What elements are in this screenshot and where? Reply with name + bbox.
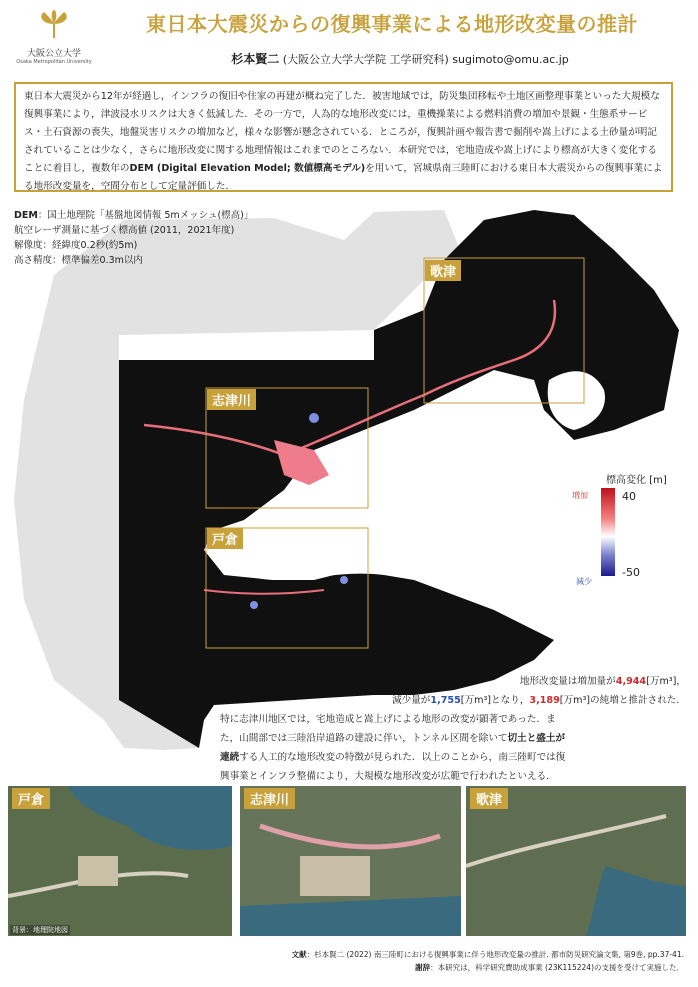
colorbar-increase-label: 増加 [572, 491, 588, 500]
abstract-bold: DEM (Digital Elevation Model; 数値標高モデル) [129, 163, 366, 174]
university-logo [14, 10, 94, 65]
results-l1a: 地形改変量は増加量が [519, 676, 616, 687]
dem-label: DEM [14, 210, 38, 221]
poster-title: 東日本大震災からの復興事業による地形改変量の推計 [146, 12, 638, 36]
results-l5a: 連続 [220, 752, 240, 763]
results-l2a: 減少量が [392, 695, 431, 706]
results-l4a: た，山間部では三陸沿岸道路の建設に伴い，トンネル区間を除いて [220, 733, 508, 744]
results-l4b: 切土と盛土が [507, 733, 566, 744]
ack-text: ：本研究は，科学研究費助成事業 (23K11522​4)の支援を受けて実施した． [430, 963, 684, 972]
cut-area-1 [309, 413, 319, 423]
results-l2e: [万m³]の純増と推計された． [559, 695, 686, 706]
author-name: 杉本賢二 [231, 52, 280, 66]
ref-text: ：杉本賢二 (2022) 南三陸町における復興事業に伴う地形改変量の推計. 都市防災研究論文集, 第9巻, pp.37-41. [306, 950, 684, 959]
photo-label-shizugawa: 志津川 [244, 788, 295, 809]
ack-label: 謝辞 [415, 963, 431, 972]
photo-label-tokura: 戸倉 [12, 788, 50, 809]
net-value: 3,189 [529, 695, 560, 706]
author-line [120, 50, 680, 67]
dem-line-3: 解像度：経緯度0.2秒(約5m) [14, 240, 138, 251]
author-affiliation: (大阪公立大学大学院 工学研究科) sugimoto@omu.ac.jp [282, 53, 569, 66]
cut-area-2 [250, 601, 258, 609]
dem-line-1: ：国土地理院「基盤地図情報 5mメッシュ(標高)」 [37, 210, 254, 221]
photo-source-note: 背景：地理院地図 [12, 926, 68, 934]
colorbar-title: 標高変化 [m] [606, 475, 667, 486]
ref-label: 文献 [291, 950, 307, 959]
photo-shizugawa [240, 786, 461, 936]
photo-utatsu [466, 786, 686, 936]
photo-label-utatsu: 歌津 [470, 788, 508, 809]
colorbar-max: 40 [622, 490, 636, 503]
colorbar [601, 488, 615, 576]
cut-area-3 [340, 576, 348, 584]
dem-line-2: 航空レーザ測量に基づく標高値 (2011，2021年度) [14, 225, 235, 236]
results-l3: 特に志津川地区では，宅地造成と嵩上げによる地形の改変が顕著であった．ま [220, 714, 556, 725]
photo-tokura [8, 786, 232, 936]
map-label-tokura: 戸倉 [207, 528, 243, 549]
map-label-shizugawa: 志津川 [207, 389, 256, 410]
logo-sub: Osaka Metropolitan University [16, 59, 92, 65]
ginkgo-logo-icon [34, 10, 74, 40]
results-l6: 興事業とインフラ整備により，大規模な地形改変が広範で行われたといえる． [220, 771, 556, 782]
references [14, 948, 684, 974]
results-l5b: する人工的な地形改変の特徴が見られた．以上のことから，南三陸町では復 [239, 752, 566, 763]
abstract-text-1: 東日本大震災から12年が経過し，インフラの復旧や住家の再建が概ね完了した．被害地域では，防災集団移転や土地区画整理事業といった大規模な復興事業により，津波浸水リスクは大きく低減した．その一方で，人為的な地形改変には，重機操業による燃料消費の増加や景観・生態系サービス・土石資源の喪失，地盤災害リスクの増加など，様々な影響が懸念されている．ところが，復興計画や報告書で掘削や嵩上げによる土砂量が明記されていることは少なく，さらに地形改変に関する地理情報はこれまでのところない．本研究では，宅地造成や嵩上げにより標高が大きく変化することに着目し，複数年の [24, 91, 660, 174]
increase-value: 4,944 [615, 676, 647, 687]
decrease-value: 1,755 [430, 695, 461, 706]
dem-info [14, 208, 253, 268]
logo-name: 大阪公立大学 [26, 49, 81, 59]
colorbar-min: -50 [622, 566, 640, 579]
abstract-box [14, 82, 673, 192]
results-text [220, 672, 686, 786]
colorbar-decrease-label: 減少 [576, 577, 592, 586]
results-l1c: [万m³]， [646, 676, 686, 687]
abstract-text-2: を用いて，宮城県南三陸町における東日本大震災からの復興事業による地形改変量を，空間分布として定量評価した． [24, 163, 663, 192]
results-l2c: [万m³]となり， [460, 695, 530, 706]
map-label-utatsu: 歌津 [425, 260, 461, 281]
dem-line-4: 高さ精度：標準偏差0.3m以内 [14, 255, 143, 266]
